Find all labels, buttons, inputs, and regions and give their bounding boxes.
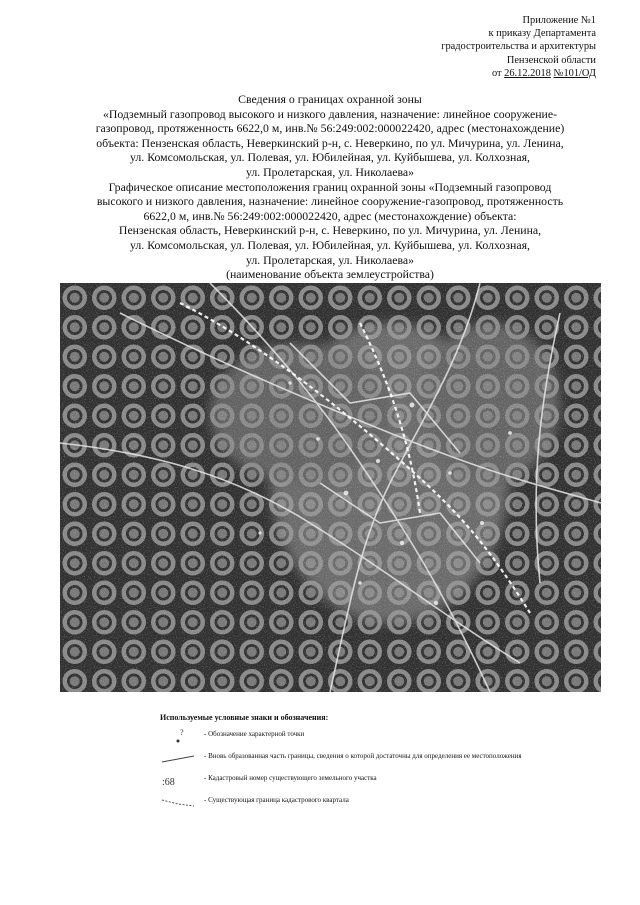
legend-title: Используемые условные знаки и обозначения: xyxy=(160,713,329,722)
cadastral-number-symbol-label: :68 xyxy=(162,777,175,788)
appendix-line-3: градостроительства и архитектуры xyxy=(441,41,596,53)
text-line: высокого и низкого давления, назначение: линейное сооружение-газопровод, протяженность xyxy=(96,194,564,209)
legend-label: - Вновь образованная часть границы, сведения о которой достаточны для определения ее местоположения xyxy=(204,752,522,760)
text-line: «Подземный газопровод высокого и низкого давления, назначение: линейное сооружение- xyxy=(102,106,558,121)
appendix-date: 26.12.2018 xyxy=(504,67,551,79)
legend-item xyxy=(160,748,610,770)
map-svg xyxy=(60,283,601,692)
text-line: Пензенская область, Неверкинский р-н, с. Неверкино, по ул. Мичурина, ул. Ленина, xyxy=(118,223,542,238)
new-boundary-symbol xyxy=(160,748,196,768)
appendix-line-5 xyxy=(356,67,596,80)
text-line: Графическое описание местоположения границ охранной зоны «Подземный газопровод xyxy=(108,179,552,194)
legend-label: - Обозначение характерной точки xyxy=(204,730,305,738)
point-symbol-label: ? xyxy=(180,728,184,737)
satellite-map-image xyxy=(60,283,601,692)
legend-item xyxy=(160,770,610,792)
appendix-line-1: Приложение №1 xyxy=(522,15,596,26)
text-line: ул. Комсомольская, ул. Полевая, ул. Юбилейная, ул. Куйбышева, ул. Колхозная, xyxy=(130,150,530,165)
legend xyxy=(160,713,610,814)
heading: Сведения о границах охранной зоны xyxy=(238,92,422,106)
appendix-block xyxy=(356,14,596,80)
point-symbol xyxy=(160,726,196,746)
text-line: ул. Пролетарская, ул. Николаева» xyxy=(245,252,414,267)
quarter-boundary-symbol xyxy=(160,792,196,812)
appendix-date-prefix: от xyxy=(491,67,505,79)
appendix-number: №101/ОД xyxy=(553,67,596,79)
main-description xyxy=(60,92,600,282)
legend-item xyxy=(160,792,610,814)
legend-label: - Существующая граница кадастрового квартала xyxy=(204,796,349,804)
legend-label: - Кадастровый номер существующего земельного участка xyxy=(204,774,377,782)
map-noise xyxy=(60,283,601,692)
appendix-line-2: к приказу Департамента xyxy=(488,28,596,40)
text-line: 6622,0 м, инв.№ 56:249:002:000022420, адрес (местонахождение) объекта: xyxy=(143,208,517,223)
text-line: ул. Комсомольская, ул. Полевая, ул. Юбилейная, ул. Куйбышева, ул. Колхозная, xyxy=(130,237,530,252)
text-line: ул. Пролетарская, ул. Николаева» xyxy=(245,164,414,179)
appendix-line-4: Пензенской области xyxy=(506,54,596,66)
text-line: газопровод, протяженность 6622,0 м, инв.№ 56:249:002:000022420, адрес (местонахождение) xyxy=(95,121,565,136)
object-caption: (наименование объекта землеустройства) xyxy=(226,267,434,282)
legend-item xyxy=(160,726,610,748)
text-line: объекта: Пензенская область, Неверкинский р-н, с. Неверкино, по ул. Мичурина, ул. Ленина, xyxy=(96,135,564,150)
cadastral-number-symbol xyxy=(160,770,196,790)
